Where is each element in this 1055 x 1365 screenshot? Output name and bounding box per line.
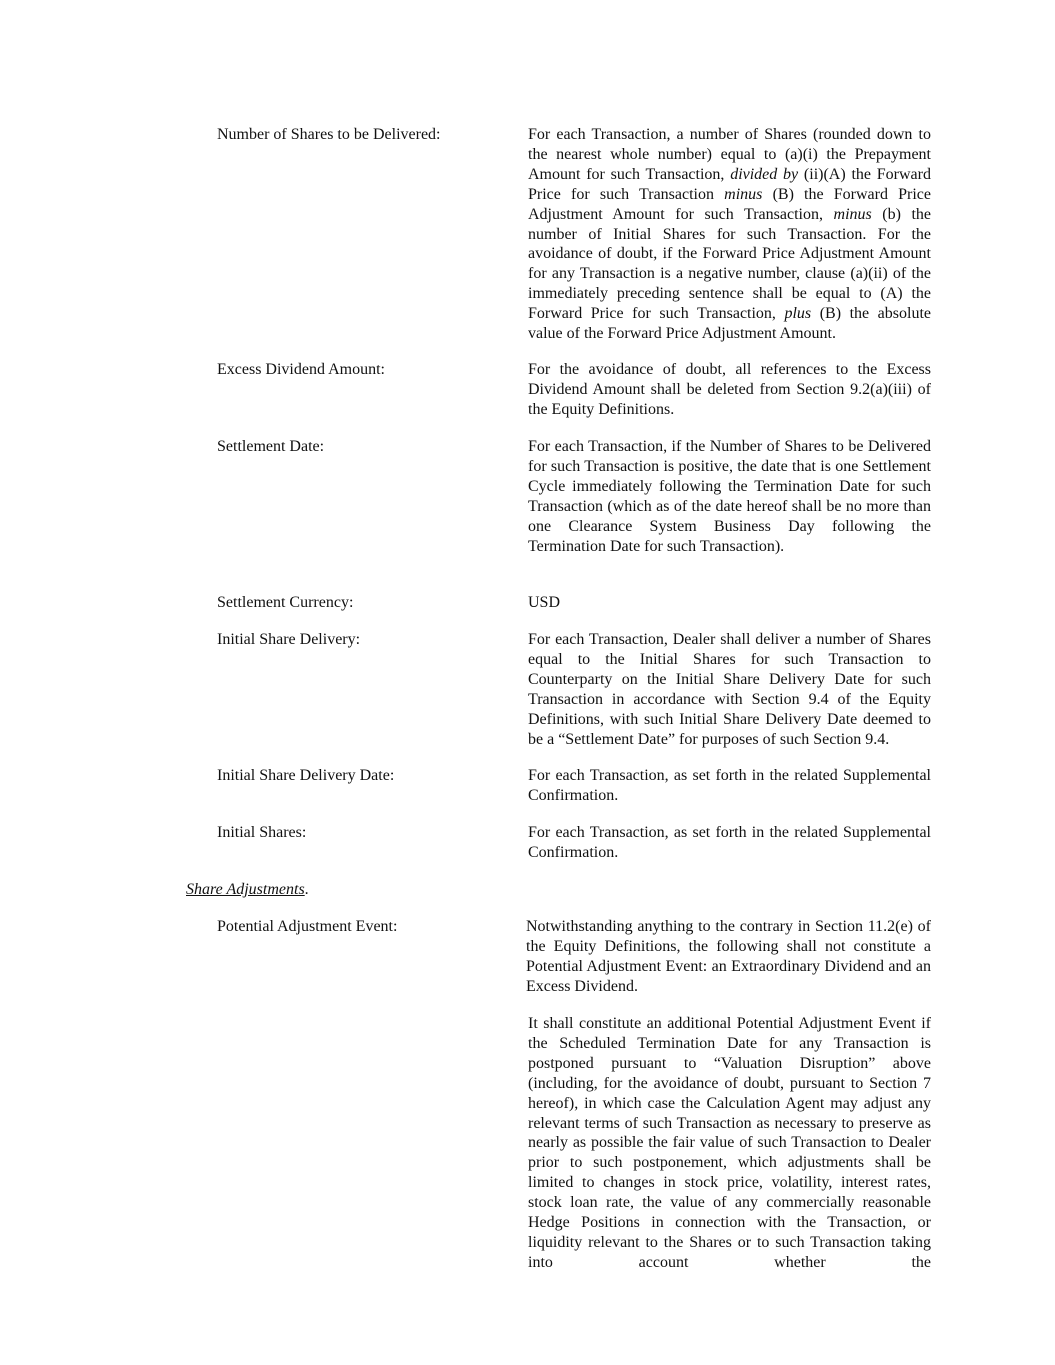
- definition-text: For each Transaction, if the Number of Shares to be Delivered for such Transaction is positive, the date that is one Settlement Cycle immediately following the Termination Date for such Transaction (which as of the date hereof shall be no more than one Clearance System Business Day following the Termination Date for such Transaction).: [528, 438, 931, 555]
- definition-segment: (B) the absolute value of the Forward Price Adjustment Amount.: [528, 305, 931, 343]
- section-heading-period: .: [304, 881, 309, 898]
- definition-segment: For each Transaction, a number of Shares (rounded down to the nearest whole number) equal to (a)(i) the Prepayment Amount for such Transaction,: [528, 126, 931, 183]
- term-label: Number of Shares to be Delivered:: [217, 126, 441, 143]
- section-heading-title: Share Adjustments: [186, 881, 305, 898]
- term-label: Initial Share Delivery:: [217, 631, 361, 648]
- definition-italic-segment: minus: [833, 205, 872, 223]
- definition-segment: (b) the number of Initial Shares for such Transaction. For the avoidance of doubt, if the Forward Price Adjustment Amount for any Transaction is a negative number, clause (a)(ii) of the immediately preceding sentence shall be equal to (A) the Forward Price for such Transaction,: [528, 205, 932, 323]
- definition-segment: (B) the Forward Price Adjustment Amount for such Transaction,: [528, 185, 931, 223]
- definition-text: For the avoidance of doubt, all references to the Excess Dividend Amount shall be deleted from Section 9.2(a)(iii) of the Equity Definitions.: [528, 361, 931, 418]
- definition-text: [528, 1014, 931, 1273]
- definition-text: For each Transaction, as set forth in the related Supplemental Confirmation.: [528, 824, 931, 861]
- section-heading: [186, 880, 309, 900]
- definition-segment: (ii)(A) the Forward Price for such Transaction: [528, 165, 931, 203]
- definition-paragraph-2: It shall constitute an additional Potential Adjustment Event if the Scheduled Termination Date for any Transaction is postponed pursuant to “Valuation Disruption” above (including, for the avoidance of doubt, pursuant to Section 7 hereof), in which case the Calculation Agent may adjust any relevant terms of such Transaction as necessary to preserve as nearly as possible the fair value of such Transaction to Dealer prior to such postponement, which adjustments shall be limited to changes in stock price, volatility, interest rates, stock loan rate, the value of any commercially reasonable Hedge Positions in connection with the Transaction, or liquidity relevant to the Shares or to such Transaction taking into account whether the: [528, 1015, 931, 1271]
- definition-italic-segment: plus: [784, 305, 812, 323]
- term-label: Initial Shares:: [217, 824, 307, 841]
- term-label: Initial Share Delivery Date:: [217, 767, 395, 784]
- term-label: Excess Dividend Amount:: [217, 361, 385, 378]
- definition-text: For each Transaction, as set forth in the related Supplemental Confirmation.: [528, 767, 931, 804]
- term-label: Settlement Date:: [217, 438, 325, 455]
- definition-italic-segment: minus: [724, 185, 763, 203]
- definition-italic-segment: divided by: [730, 165, 799, 183]
- definition-text: [526, 917, 931, 997]
- definition-text: [528, 125, 931, 344]
- term-label: Settlement Currency:: [217, 594, 354, 611]
- definition-text: USD: [528, 594, 561, 611]
- definition-text: For each Transaction, Dealer shall deliver a number of Shares equal to the Initial Shares for such Transaction to Counterparty on the Initial Share Delivery Date for such Transaction in accordance with Section 9.4 of the Equity Definitions, with such Initial Share Delivery Date deemed to be a “Settlement Date” for purposes of such Section 9.4.: [528, 631, 931, 748]
- definition-paragraph-1: Notwithstanding anything to the contrary in Section 11.2(e) of the Equity Definitions, the following shall not constitute a Potential Adjustment Event: an Extraordinary Dividend and an Excess Dividend.: [526, 918, 931, 995]
- term-label: Potential Adjustment Event:: [217, 918, 398, 935]
